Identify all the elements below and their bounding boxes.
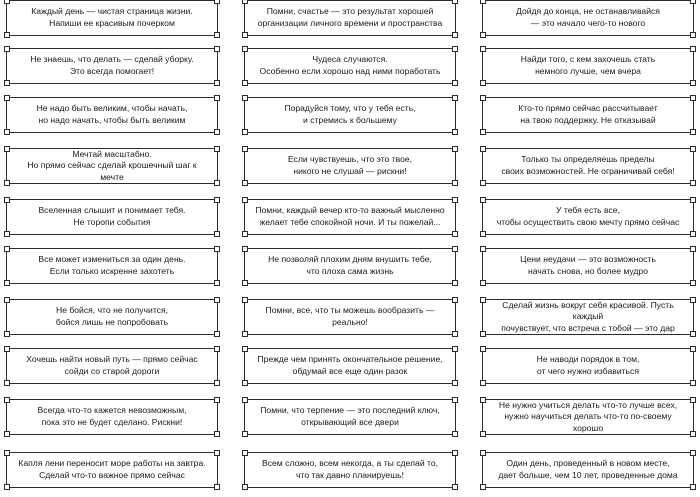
quote-card <box>6 0 218 36</box>
quote-text: Сделай жизнь вокруг себя красивой. Пусть каждый почувствует, что встреча с тобой — это дар <box>501 299 675 333</box>
quote-text: Не бойся, что не получится, бойся лишь не попробовать <box>55 305 169 327</box>
quote-card <box>482 452 694 488</box>
quote-card <box>482 48 694 84</box>
quote-card <box>6 299 218 335</box>
quote-card <box>244 148 456 184</box>
quote-card <box>244 199 456 235</box>
quote-text: Помни, каждый вечер кто-то важный мысленно желает тебе спокойной ночи. И ты пожелай... <box>255 205 445 227</box>
quote-card <box>244 452 456 488</box>
quote-card <box>482 0 694 36</box>
quote-card <box>244 399 456 435</box>
quote-text: Не надо быть великим, чтобы начать, но надо начать, чтобы быть великим <box>36 103 188 125</box>
quote-text: Каждый день — чистая страница жизни. Напиши ее красивым почерком <box>31 6 193 28</box>
quote-text: Капля лени переносит море работы на завтра. Сделай что-то важное прямо сейчас <box>18 458 206 480</box>
quote-text: Чудеса случаются. Особенно если хорошо над ними поработать <box>259 54 441 76</box>
quote-text: Не нужно учиться делать что-то лучше всех, нужно научиться делать что-то по-своему хорошо <box>498 399 678 433</box>
quote-card <box>244 348 456 384</box>
quote-card <box>244 248 456 284</box>
quote-text: Найди того, с кем захочешь стать немного лучше, чем вчера <box>520 54 656 76</box>
quote-card <box>482 148 694 184</box>
quote-card <box>244 48 456 84</box>
quote-card <box>482 348 694 384</box>
quote-text: Один день, проведенный в новом месте, дает больше, чем 10 лет, проведенные дома <box>498 458 678 480</box>
quote-text: Помни, все, что ты можешь вообразить — реально! <box>265 305 435 327</box>
quote-card <box>6 148 218 184</box>
quote-text: Если чувствуешь, что это твое, никого не слушай — рискни! <box>287 154 413 176</box>
quote-text: Дойдя до конца, не останавливайся — это начало чего-то нового <box>516 6 660 28</box>
quote-card <box>6 452 218 488</box>
quote-text: Не знаешь, что делать — сделай уборку. Это всегда помогает! <box>30 54 194 76</box>
quote-text: Помни, счастье — это результат хорошей организации личного времени и пространства <box>257 6 443 28</box>
quote-text: Только ты определяешь пределы своих возможностей. Не ограничивай себя! <box>501 154 675 176</box>
quote-text: Вселенная слышит и понимает тебя. Не торопи события <box>38 205 186 227</box>
quote-text: Цени неудачи — это возможность начать снова, но более мудро <box>520 254 656 276</box>
quote-text: Порадуйся тому, что у тебя есть, и стремись к большему <box>284 103 416 125</box>
quote-card <box>6 248 218 284</box>
quote-text: Всегда что-то кажется невозможным, пока это не будет сделано. Рискни! <box>37 405 187 427</box>
quote-card <box>482 248 694 284</box>
quote-text: Все может измениться за один день. Если только искренне захотеть <box>38 254 186 276</box>
quote-text: Всем сложно, всем некогда, а ты сделай то, что так давно планируешь! <box>261 458 439 480</box>
quote-card <box>6 97 218 133</box>
quote-card <box>6 199 218 235</box>
quote-text: Хочешь найти новый путь — прямо сейчас сойди со старой дороги <box>26 354 198 376</box>
quote-card <box>482 199 694 235</box>
quote-card <box>244 299 456 335</box>
quote-text: Не наводи порядок в том, от чего нужно избавиться <box>536 354 640 376</box>
quote-text: Не позволяй плохим дням внушить тебе, что плоха сама жизнь <box>268 254 432 276</box>
quote-card <box>482 299 694 335</box>
quote-card <box>6 348 218 384</box>
quote-card <box>6 399 218 435</box>
quote-card <box>6 48 218 84</box>
quote-card <box>244 0 456 36</box>
quote-text: Мечтай масштабно. Но прямо сейчас сделай крошечный шаг к мечте <box>27 148 197 182</box>
quote-card <box>482 97 694 133</box>
quote-text: У тебя есть все, чтобы осуществить свою мечту прямо сейчас <box>496 205 680 227</box>
quote-text: Кто-то прямо сейчас рассчитывает на твою поддержку. Не отказывай <box>518 103 658 125</box>
quote-text: Помни, что терпение — это последний ключ, открывающий все двери <box>260 405 440 427</box>
quote-card <box>244 97 456 133</box>
quote-card <box>482 399 694 435</box>
quote-text: Прежде чем принять окончательное решение, обдумай все еще один разок <box>257 354 443 376</box>
